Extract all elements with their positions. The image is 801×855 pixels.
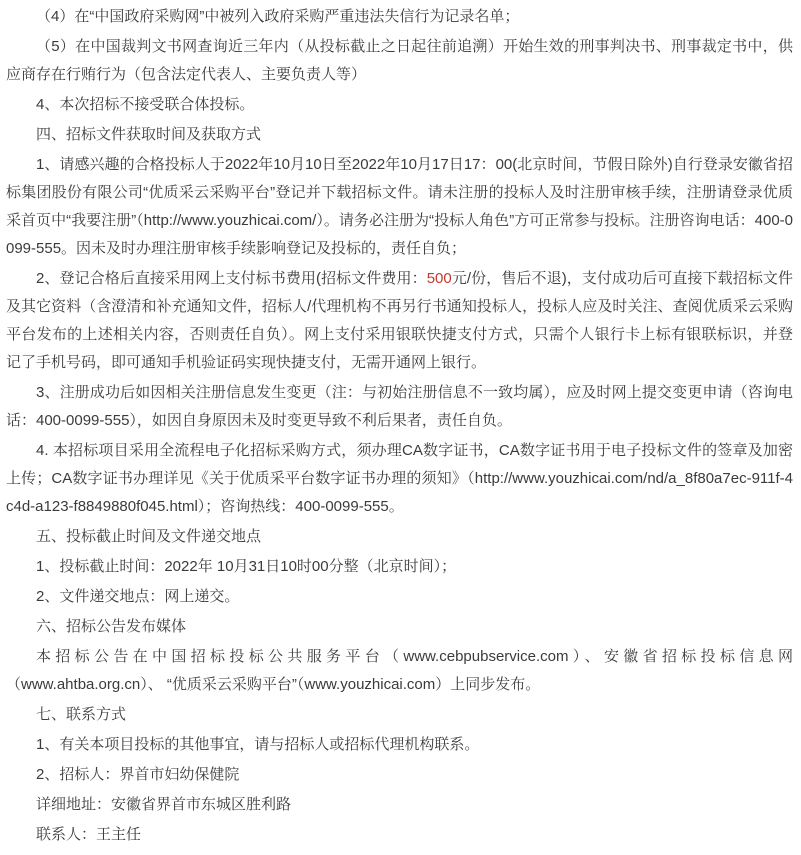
qualification-item-4: （4）在“中国政府采购网”中被列入政府采购严重违法失信行为记录名单； <box>36 8 520 25</box>
section4-paragraph-ca-certificate: 4. 本招标项目采用全流程电子化招标采购方式，须办理CA数字证书，CA数字证书用于电子投标文件的签章及加密上传；CA数字证书办理详见《关于优质采平台数字证书办理的须知》（http://www.youzhicai.com/nd/a_8f80a7ec-911f-4c4d-a123-f8849880f045.html）；咨询热线：400-0099-555。 <box>6 442 793 515</box>
tenderer-name: 2、招标人：界首市妇幼保健院 <box>36 766 240 783</box>
payment-text-prefix: 2、登记合格后直接采用网上支付标书费用(招标文件费用： <box>36 270 427 287</box>
section5-heading: 五、投标截止时间及文件递交地点 <box>36 528 262 545</box>
section6-heading: 六、招标公告发布媒体 <box>36 618 187 635</box>
announcement-media: 本招标公告在中国招标投标公共服务平台（www.cebpubservice.com）、安徽省招标投标信息网（www.ahtba.org.cn）、 “优质采云采购平台”（www.youzhicai.com）上同步发布。 <box>6 648 793 693</box>
no-consortium-note: 4、本次招标不接受联合体投标。 <box>36 96 255 113</box>
qualification-item-5: （5）在中国裁判文书网查询近三年内（从投标截止之日起往前追溯）开始生效的刑事判决书、刑事裁定书中，供应商存在行贿行为（包含法定代表人、主要负责人等） <box>6 38 793 83</box>
other-matters-note: 1、有关本项目投标的其他事宜，请与招标人或招标代理机构联系。 <box>36 736 480 753</box>
bid-deadline: 1、投标截止时间：2022年 10月31日10时00分整（北京时间）； <box>36 558 457 575</box>
tenderer-address: 详细地址：安徽省界首市东城区胜利路 <box>36 796 292 813</box>
payment-text-suffix: 元/份，售后不退)，支付成功后可直接下载招标文件及其它资料（含澄清和补充通知文件，招标人/代理机构不再另行书通知投标人，投标人应及时关注、查阅优质采云采购平台发布的上述相关内容，否则责任自负）。网上支付采用银联快捷支付方式，只需个人银行卡上标有银联标识，并登记了手机号码，即可通知手机验证码实现快捷支付，无需开通网上银行。 <box>6 270 793 371</box>
section4-heading: 四、招标文件获取时间及获取方式 <box>36 126 262 143</box>
section4-paragraph-payment <box>6 265 793 377</box>
section7-heading: 七、联系方式 <box>36 706 127 723</box>
document-fee-amount: 500 <box>426 270 452 287</box>
section4-paragraph-registration: 1、请感兴趣的合格投标人于2022年10月10日至2022年10月17日17：00(北京时间，节假日除外)自行登录安徽省招标集团股份有限公司“优质采云采购平台”登记并下载招标文件。请未注册的投标人及时注册审核手续，注册请登录优质采首页中“我要注册”（http://www.youzhicai.com/）。请务必注册为“投标人角色”方可正常参与投标。注册咨询电话：400-0099-555。因未及时办理注册审核手续影响登记及投标的，责任自负； <box>6 156 793 257</box>
section4-paragraph-info-change: 3、注册成功后如因相关注册信息发生变更（注：与初始注册信息不一致均属），应及时网上提交变更申请（咨询电话：400-0099-555），如因自身原因未及时变更导致不利后果者，责任自负。 <box>6 384 793 429</box>
contact-person: 联系人：王主任 <box>36 826 142 843</box>
document-delivery-location: 2、文件递交地点：网上递交。 <box>36 588 240 605</box>
